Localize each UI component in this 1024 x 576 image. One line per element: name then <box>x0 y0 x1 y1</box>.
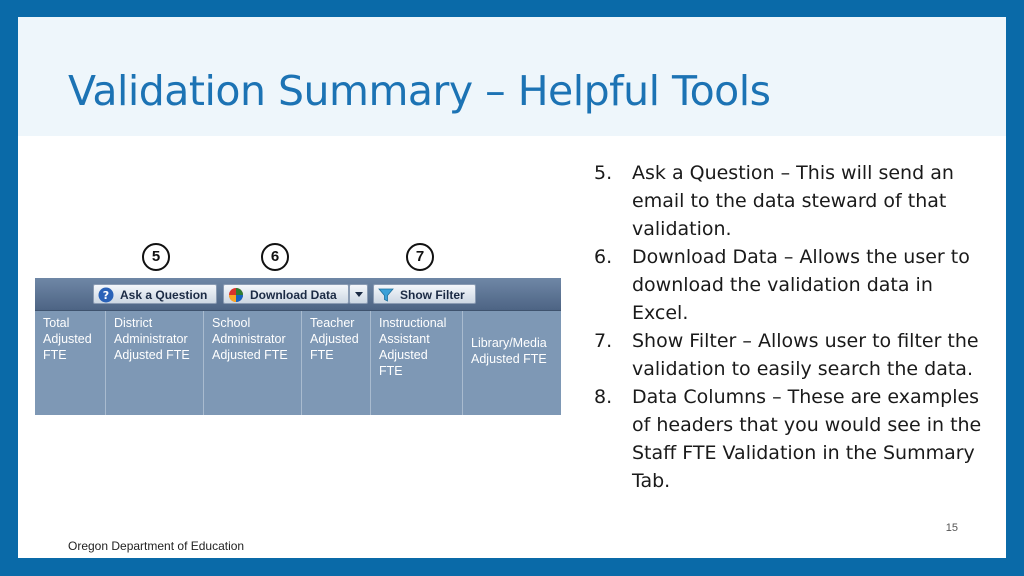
validation-grid-screenshot <box>35 278 561 415</box>
list-item: 7. Show Filter – Allows user to filter the validation to easily search the data. <box>594 330 979 380</box>
page-number: 15 <box>945 522 958 534</box>
title-band <box>18 17 1006 136</box>
callout-5: 5 <box>142 243 170 271</box>
callout-6: 6 <box>261 243 289 271</box>
callout-7: 7 <box>406 243 434 271</box>
download-data-label: Download Data <box>250 288 337 302</box>
column-headers <box>35 311 561 415</box>
column-header[interactable]: Library/Media Adjusted FTE <box>471 336 547 366</box>
list-item: 6. Download Data – Allows the user to download the validation data in Excel. <box>594 246 970 324</box>
chevron-down-icon <box>355 292 363 297</box>
svg-text:?: ? <box>102 289 110 302</box>
list-item: 5. Ask a Question – This will send an email to the data steward of that validation. <box>594 162 954 240</box>
download-options-dropdown[interactable] <box>349 284 368 304</box>
show-filter-button[interactable] <box>373 284 476 304</box>
column-header[interactable]: Instructional Assistant Adjusted FTE <box>371 311 463 415</box>
footer-text: Oregon Department of Education <box>68 539 245 553</box>
download-data-button[interactable] <box>223 284 349 304</box>
list-item: 8. Data Columns – These are examples of headers that you would see in the Staff FTE Validation in the Summary Tab. <box>594 386 982 492</box>
column-header[interactable]: Teacher Adjusted FTE <box>302 311 371 415</box>
column-header[interactable]: School Administrator Adjusted FTE <box>204 311 302 415</box>
slide-title: Validation Summary – Helpful Tools <box>68 67 771 115</box>
help-icon <box>98 287 114 303</box>
column-header[interactable]: Total Adjusted FTE <box>35 311 106 415</box>
download-office-icon <box>228 287 244 303</box>
filter-icon <box>378 287 394 303</box>
ask-question-label: Ask a Question <box>120 288 208 302</box>
grid-toolbar <box>35 278 561 311</box>
show-filter-label: Show Filter <box>400 288 465 302</box>
tools-list <box>594 159 994 495</box>
column-header[interactable]: District Administrator Adjusted FTE <box>106 311 204 415</box>
slide <box>18 17 1006 558</box>
ask-question-button[interactable] <box>93 284 217 304</box>
